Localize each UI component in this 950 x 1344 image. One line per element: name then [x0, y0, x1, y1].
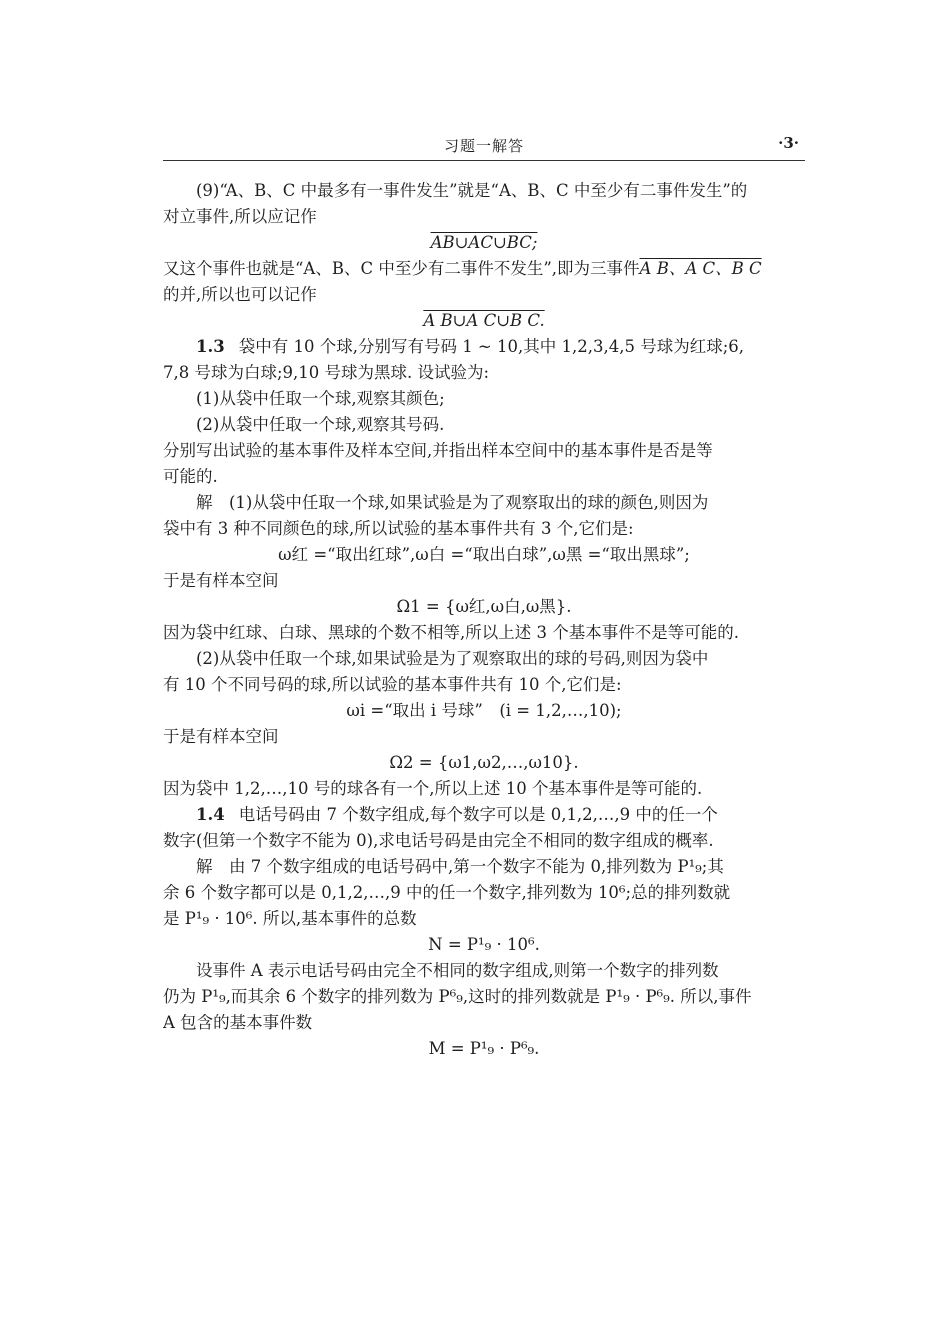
q13-sol1-line2: 袋中有 3 种不同颜色的球,所以试验的基本事件共有 3 个,它们是:	[163, 519, 634, 538]
q13-sample-intro2: 于是有样本空间	[163, 727, 279, 746]
header-title: 习题一解答	[443, 137, 524, 155]
page-body	[163, 178, 805, 1062]
q13-line1	[163, 334, 805, 360]
q13-item2: (2)从袋中任取一个球,观察其号码.	[196, 415, 445, 434]
q13-item1: (1)从袋中任取一个球,观察其颜色;	[196, 389, 445, 408]
q13-sol2-line2: 有 10 个不同号码的球,所以试验的基本事件共有 10 个,它们是:	[163, 675, 622, 694]
p9-line1: (9)“A、B、C 中最多有一事件发生”就是“A、B、C 中至少有二事件发生”的	[196, 181, 748, 200]
q14-sol-line3: 是 P¹₉ · 10⁶. 所以,基本事件的总数	[163, 909, 417, 928]
q14-sol-line4: 设事件 A 表示电话号码由完全不相同的数字组成,则第一个数字的排列数	[196, 961, 719, 980]
q14-number: 1.4	[196, 805, 225, 824]
q13-line1-text: 袋中有 10 个球,分别写有号码 1 ~ 10,其中 1,2,3,4,5 号球为红球;6,	[238, 337, 745, 356]
q14-line1	[163, 802, 805, 828]
q13-sample-intro1: 于是有样本空间	[163, 571, 279, 590]
q14-sol-line5: 仍为 P¹₉,而其余 6 个数字的排列数为 P⁶₉,这时的排列数就是 P¹₉ · P⁶₉. 所以,事件	[163, 987, 752, 1006]
p9-formula2-text: A B∪A C∪B C.	[423, 311, 545, 330]
running-header	[163, 134, 805, 161]
q13-line3: 分别写出试验的基本事件及样本空间,并指出样本空间中的基本事件是否是等	[163, 441, 713, 460]
p9-formula-text: AB∪AC∪BC;	[430, 233, 538, 252]
q13-sol2-line1: (2)从袋中任取一个球,如果试验是为了观察取出的球的号码,则因为袋中	[196, 649, 709, 668]
q14-line1-text: 电话号码由 7 个数字组成,每个数字可以是 0,1,2,…,9 中的任一个	[238, 805, 718, 824]
q13-number: 1.3	[196, 337, 225, 356]
p9-line3-text: 又这个事件也就是“A、B、C 中至少有二事件不发生”,即为三事件	[163, 259, 640, 278]
q13-events2: ωi =“取出 i 号球” (i = 1,2,…,10);	[346, 701, 622, 720]
q14-formula-n: N = P¹₉ · 10⁶.	[428, 935, 540, 954]
q13-line4: 可能的.	[163, 467, 218, 486]
p9-line4: 的并,所以也可以记作	[163, 285, 317, 304]
page	[163, 0, 805, 1344]
q13-omega1: Ω1 = {ω红,ω白,ω黑}.	[396, 597, 572, 616]
q13-line2: 7,8 号球为白球;9,10 号球为黑球. 设试验为:	[163, 363, 490, 382]
q14-line2: 数字(但第一个数字不能为 0),求电话号码是由完全不相同的数字组成的概率.	[163, 831, 714, 850]
p9-line3-events: A B、A C、B C	[639, 259, 762, 278]
page-number: ·3·	[778, 134, 799, 152]
q14-sol-line2: 余 6 个数字都可以是 0,1,2,…,9 中的任一个数字,排列数为 10⁶;总的排列数就	[163, 883, 731, 902]
q13-omega2: Ω2 = {ω1,ω2,…,ω10}.	[389, 753, 579, 772]
p9-line3	[163, 256, 805, 282]
q14-sol-line1: 解 由 7 个数字组成的电话号码中,第一个数字不能为 0,排列数为 P¹₉;其	[196, 857, 724, 876]
p9-line2: 对立事件,所以应记作	[163, 207, 317, 226]
q13-events1: ω红 =“取出红球”,ω白 =“取出白球”,ω黑 =“取出黑球”;	[278, 545, 690, 564]
q13-sol1-line1: 解 (1)从袋中任取一个球,如果试验是为了观察取出的球的颜色,则因为	[196, 493, 709, 512]
q14-formula-m: M = P¹₉ · P⁶₉.	[428, 1039, 540, 1058]
q13-concl1: 因为袋中红球、白球、黑球的个数不相等,所以上述 3 个基本事件不是等可能的.	[163, 623, 739, 642]
p9-formula2	[163, 308, 805, 334]
p9-formula	[163, 230, 805, 256]
q13-concl2: 因为袋中 1,2,…,10 号的球各有一个,所以上述 10 个基本事件是等可能的.	[163, 779, 703, 798]
q14-sol-line6: A 包含的基本事件数	[163, 1013, 313, 1032]
